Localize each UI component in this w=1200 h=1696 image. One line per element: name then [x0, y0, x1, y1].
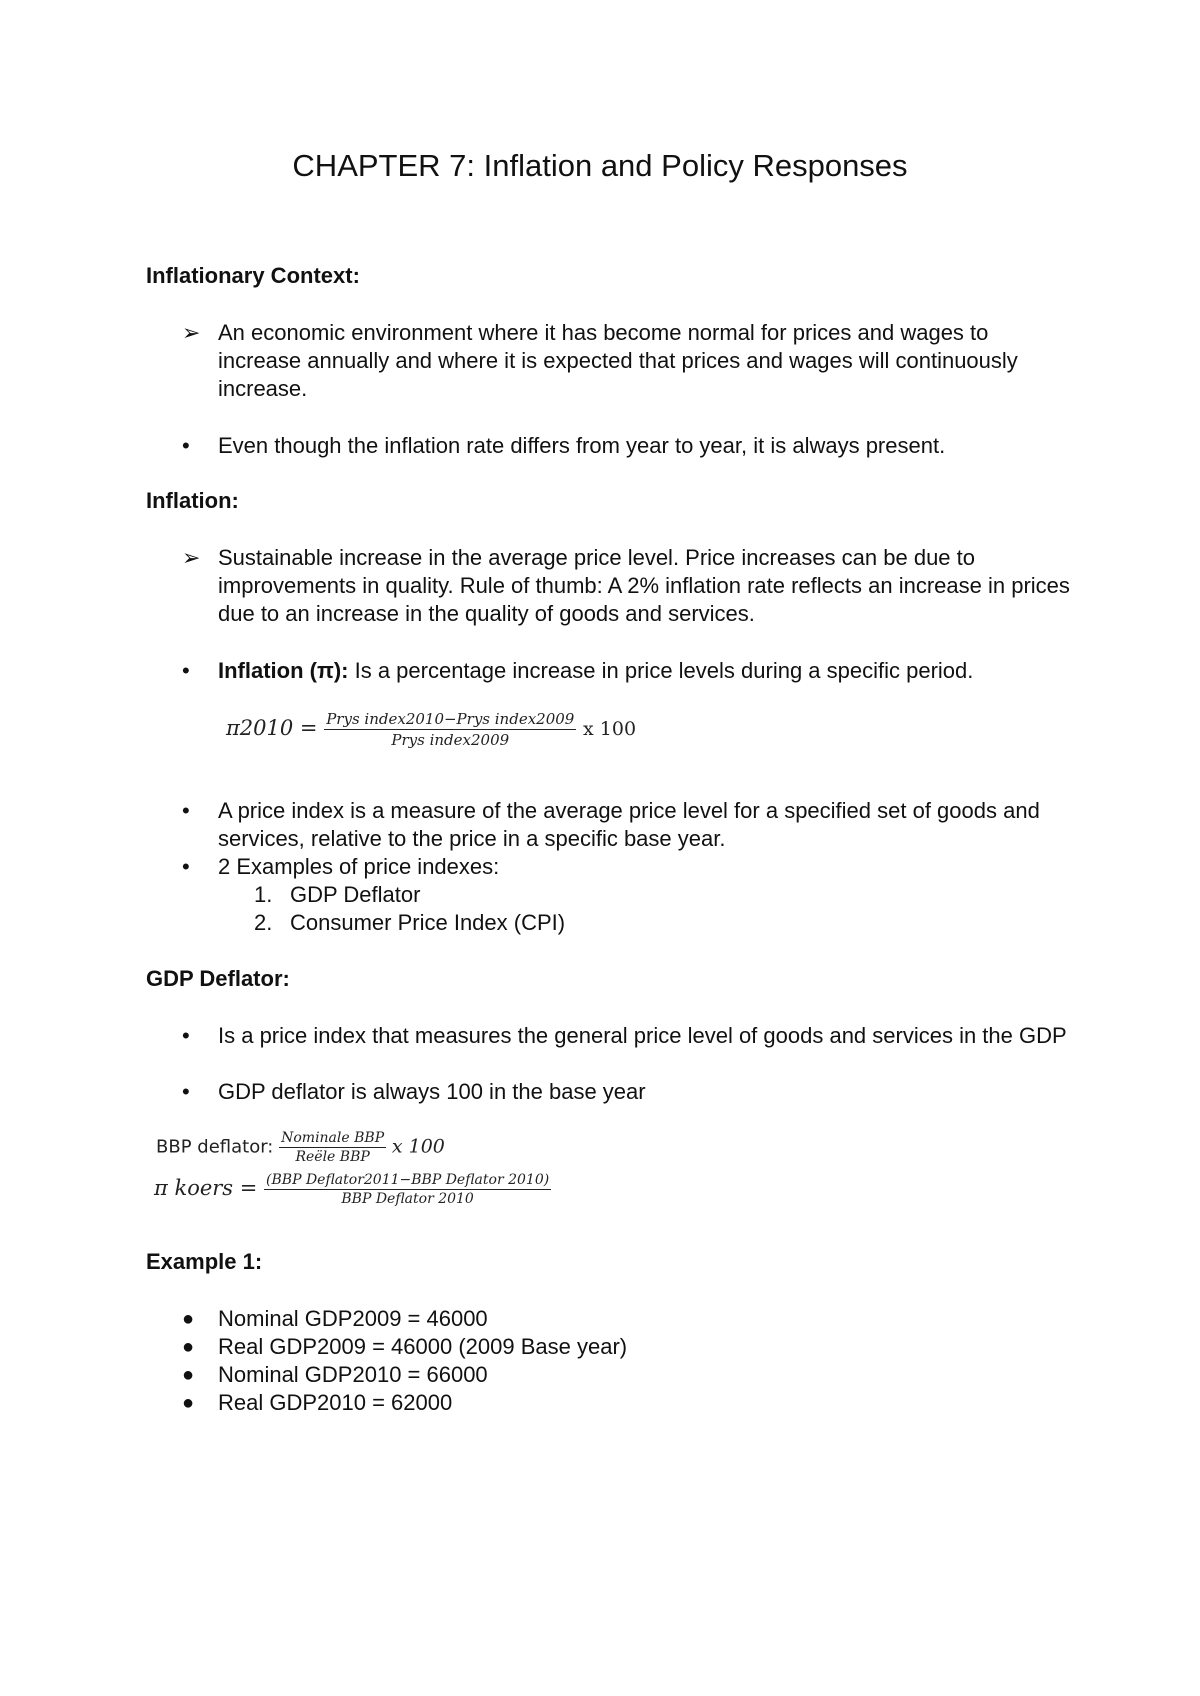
bullet-item-examples: • 2 Examples of price indexes: [182, 854, 500, 879]
arrow-bullet-icon: ➢ [182, 320, 201, 345]
inflation-def-text: Is a percentage increase in price levels during a specific period. [348, 658, 974, 683]
list-item: ● Real GDP2009 = 46000 (2009 Base year) [182, 1334, 628, 1359]
formula-lhs: BBP deflator: [156, 1136, 274, 1158]
arrow-bullet-icon: ➢ [182, 545, 201, 570]
formula-fraction [264, 1172, 551, 1207]
numbered-item-1: 1. GDP Deflator [254, 882, 421, 907]
page-title: CHAPTER 7: Inflation and Policy Responses [292, 148, 908, 183]
inflation-formula [226, 710, 636, 749]
bullet-icon: • [182, 1023, 190, 1048]
list-item: ● Nominal GDP2009 = 46000 [182, 1306, 488, 1331]
formula-multiplier: x 100 [583, 718, 637, 740]
formula-fraction [279, 1130, 386, 1165]
bullet-icon: • [182, 1079, 190, 1104]
formula-fraction [324, 710, 576, 749]
arrow-item-inflation: ➢ Sustainable increase in the average price level. Price increases can be due to improvements in quality. Rule of thumb: A 2% inflation rate reflects an increase in prices due to an increase in the quality of goods and services. [182, 545, 1070, 626]
bullet-item-inflation-definition [182, 657, 1072, 685]
bullet-item-gdp-deflator-1: • Is a price index that measures the general price level of goods and services in the GDP [182, 1023, 1067, 1048]
bullet-icon: • [182, 433, 190, 458]
bullet-item-price-index: • A price index is a measure of the average price level for a specified set of goods and services, relative to the price in a specific base year. [182, 798, 1040, 851]
formula-denominator: Prys index2009 [391, 731, 510, 749]
bullet-icon: • [182, 854, 190, 879]
list-item: ● Real GDP2010 = 62000 [182, 1390, 453, 1415]
bullet-icon: ● [182, 1392, 195, 1414]
numbered-item-2: 2. Consumer Price Index (CPI) [254, 910, 566, 935]
formula-numerator: Prys index2010−Prys index2009 [326, 710, 575, 728]
bullet-icon: • [182, 658, 190, 683]
bullet-icon: • [182, 798, 190, 823]
formula-denominator: Reële BBP [295, 1149, 370, 1165]
bullet-icon: ● [182, 1364, 195, 1386]
bbp-deflator-formula [156, 1130, 445, 1165]
bullet-icon: ● [182, 1308, 195, 1330]
bullet-item-gdp-deflator-2: • GDP deflator is always 100 in the base year [182, 1079, 646, 1104]
bullet-item-context: • Even though the inflation rate differs from year to year, it is always present. [182, 433, 946, 458]
inflation-def-label: Inflation (π): [218, 658, 349, 683]
bullet-icon: ● [182, 1336, 195, 1358]
inflation-rate-formula [154, 1172, 551, 1207]
formula-numerator: (BBP Deflator2011−BBP Deflator 2010) [266, 1172, 550, 1188]
formula-multiplier: x 100 [391, 1135, 445, 1158]
formula-lhs: π koers = [154, 1176, 258, 1200]
heading-gdp-deflator: GDP Deflator: [146, 966, 290, 991]
heading-inflation: Inflation: [146, 488, 239, 513]
formula-lhs: π2010 = [226, 716, 318, 740]
arrow-item-context: ➢ An economic environment where it has become normal for prices and wages to increase annually and where it is expected that prices and wages will continuously increase. [182, 320, 1018, 401]
list-item: ● Nominal GDP2010 = 66000 [182, 1362, 488, 1387]
formula-denominator: BBP Deflator 2010 [341, 1191, 474, 1207]
formula-numerator: Nominale BBP [281, 1130, 385, 1146]
heading-inflationary-context: Inflationary Context: [146, 263, 360, 288]
heading-example-1: Example 1: [146, 1249, 263, 1274]
